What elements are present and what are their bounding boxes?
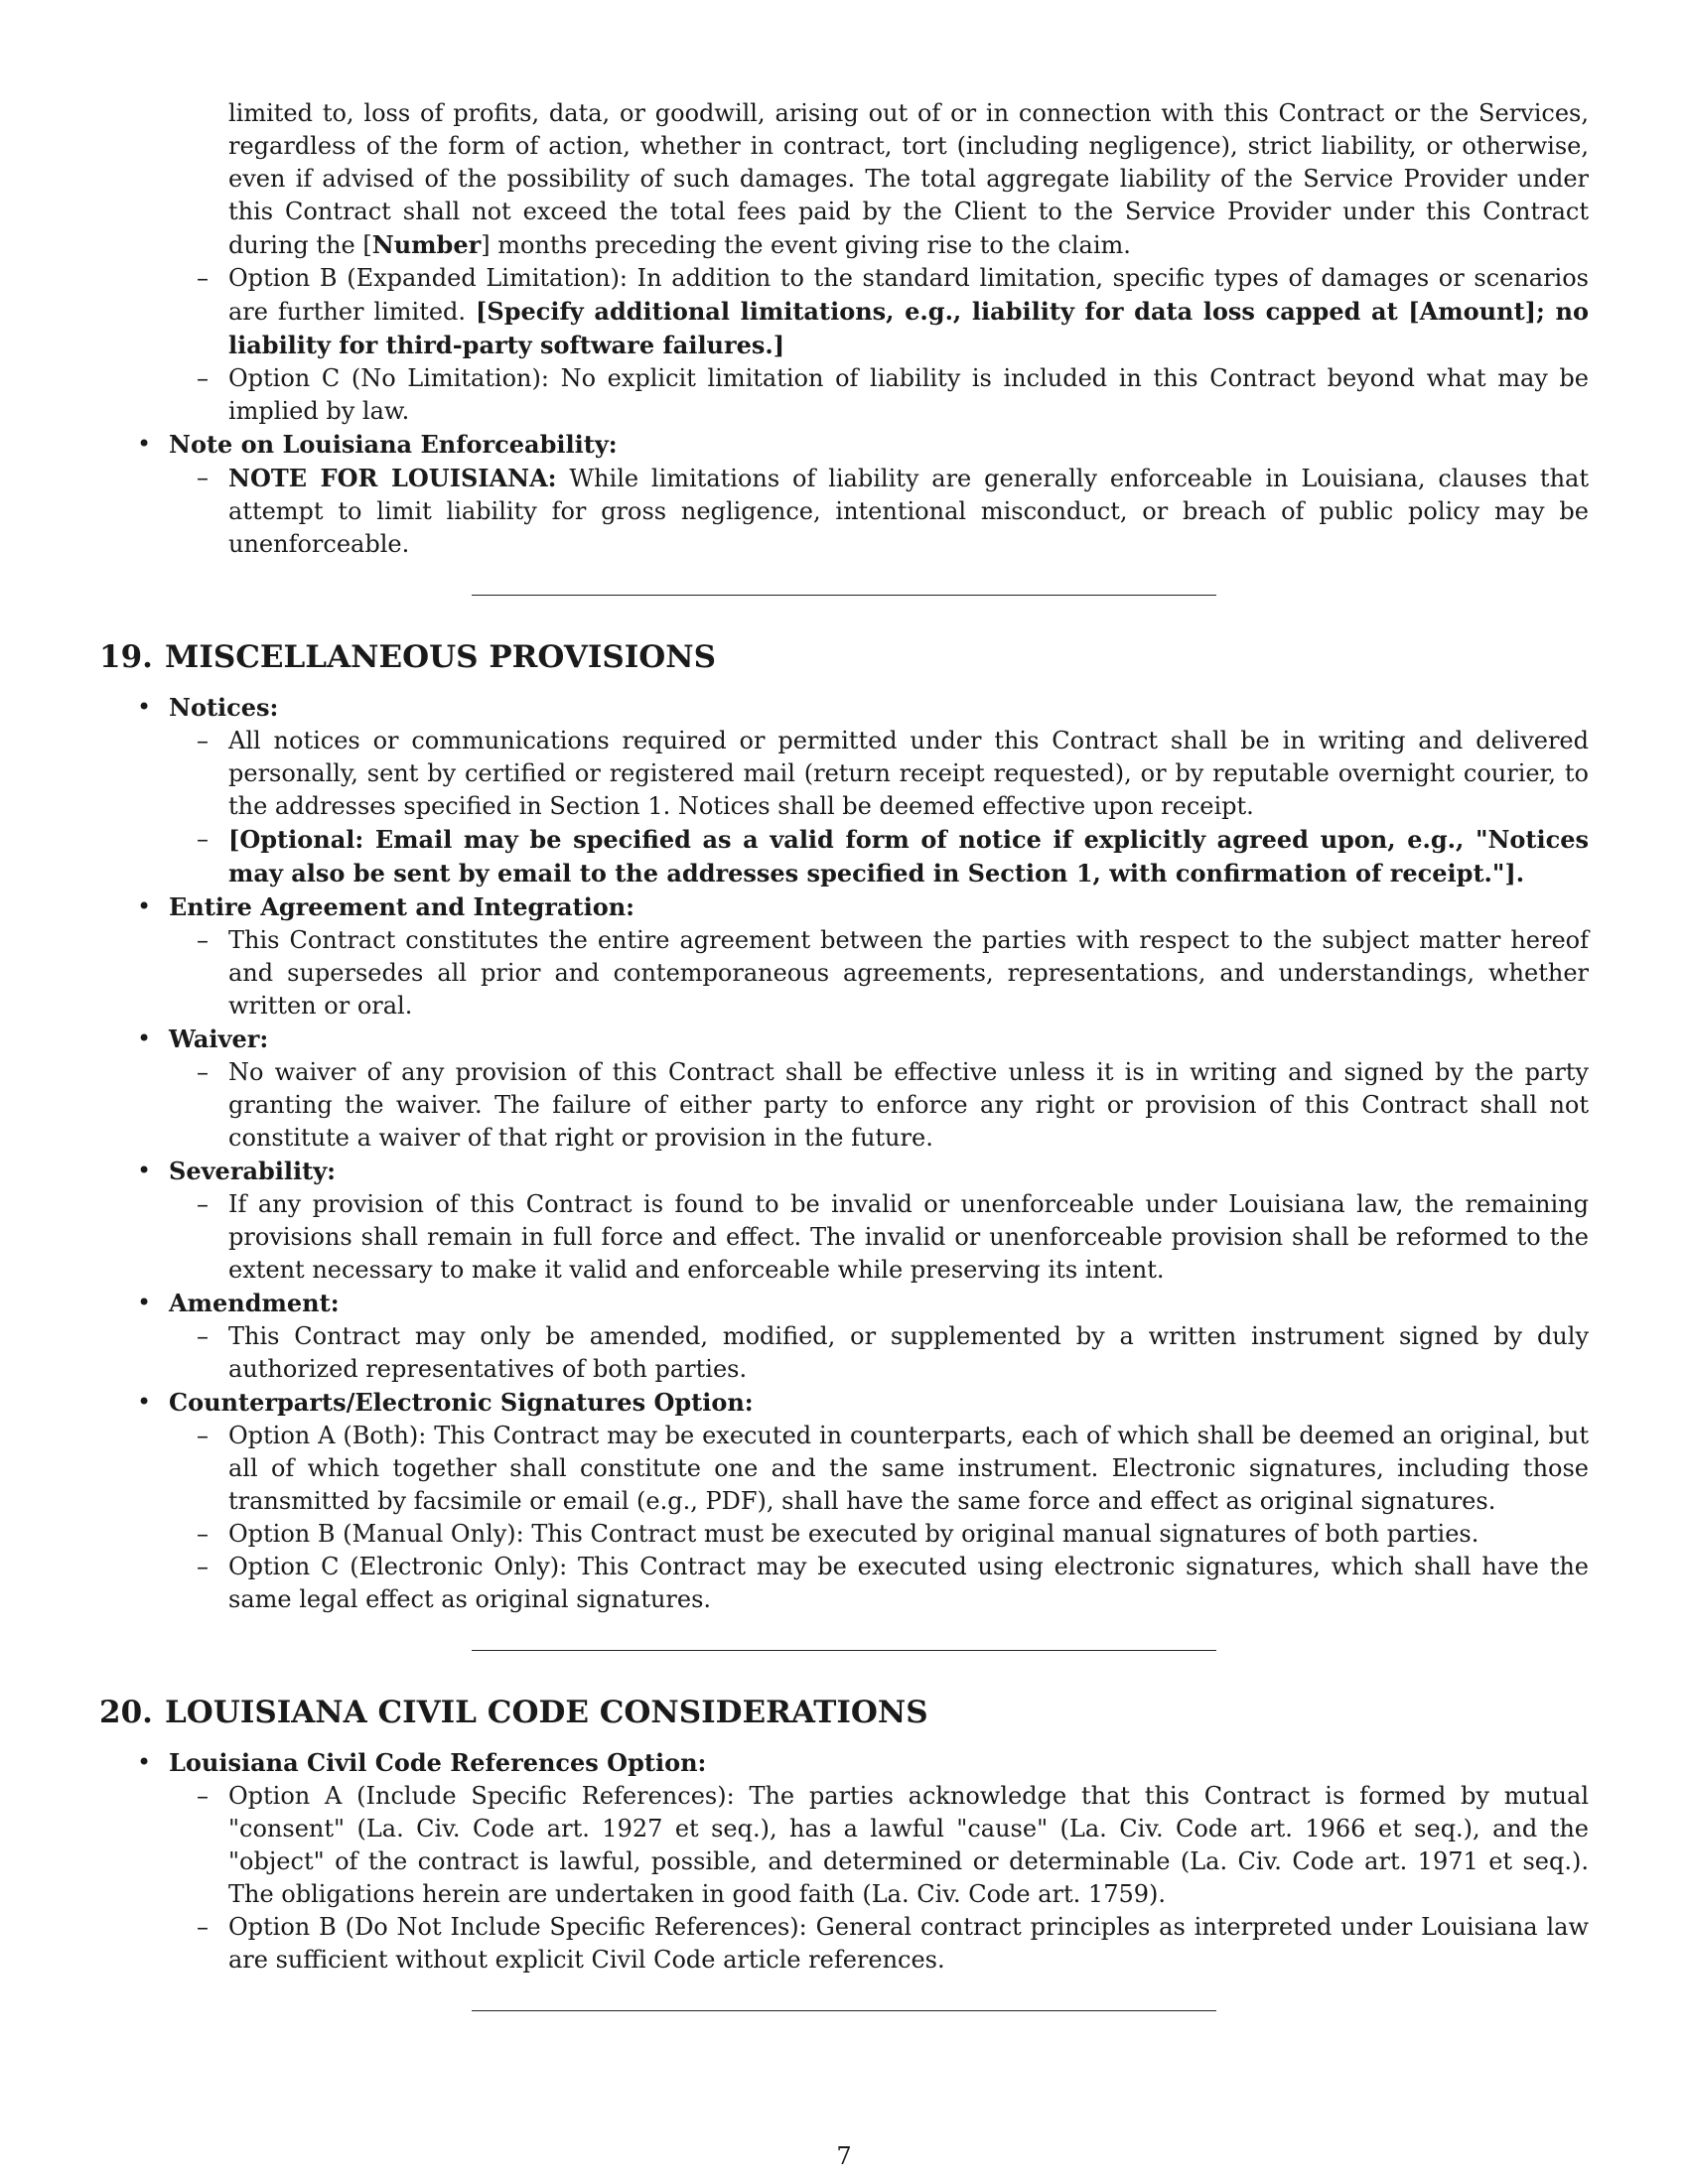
counterparts-option-b: – Option B (Manual Only): This Contract must be executed by original manual signatures of both parties. [197, 1520, 1479, 1548]
horizontal-rule [472, 595, 1216, 596]
counterparts-item: • Counterparts/Electronic Signatures Option: [137, 1388, 754, 1417]
section-19-heading: 19. MISCELLANEOUS PROVISIONS [99, 639, 717, 675]
horizontal-rule [472, 1650, 1216, 1651]
section-20-heading: 20. LOUISIANA CIVIL CODE CONSIDERATIONS [99, 1695, 928, 1730]
page-number: 7 [836, 2142, 852, 2170]
entire-agreement-text: – This Contract constitutes the entire agreement between the parties with respect to the subject matter hereof and supersedes all prior and contemporaneous agreements, representations, and understandings, whether written or oral. [197, 926, 1589, 1020]
counterparts-option-c: – Option C (Electronic Only): This Contract may be executed using electronic signatures, which shall have the same legal effect as original signatures. [197, 1553, 1589, 1613]
notices-optional: – [Optional: Email may be specified as a valid form of notice if explicitly agreed upon, e.g., "Notices may also be sent by email to the addresses specified in Section 1, with confirmation of receipt."]. [197, 825, 1589, 887]
civil-code-references-item: • Louisiana Civil Code References Option: [137, 1748, 707, 1777]
option-b-expanded-limitation: – Option B (Expanded Limitation): In addition to the standard limitation, specific types of damages or scenarios are further limited. [Specify additional limitations, e.g., liability for data loss capped at [Amount]; no liability for third-party software failures.] [197, 264, 1589, 359]
note-for-louisiana: – NOTE FOR LOUISIANA: While limitations of liability are generally enforceable in Louisiana, clauses that attempt to limit liability for gross negligence, intentional misconduct, or breach of public policy may be unenforceable. [197, 464, 1589, 558]
notices-text: – All notices or communications required or permitted under this Contract shall be in writing and delivered personally, sent by certified or registered mail (return receipt requested), or by reputable overnight courier, to the addresses specified in Section 1. Notices shall be deemed effective upon receipt. [197, 727, 1589, 820]
liability-continuation: limited to, loss of profits, data, or goodwill, arising out of or in connection with this Contract or the Services, regardless of the form of action, whether in contract, tort (including negligence), strict liability, or otherwise, even if advised of the possibility of such damages. The total aggregate liability of the Service Provider under this Contract shall not exceed the total fees paid by the Client to the Service Provider under this Contract during the [Number] months preceding the event giving rise to the claim. [228, 99, 1589, 259]
note-enforceability-item: • Note on Louisiana Enforceability: [137, 430, 618, 459]
severability-item: • Severability: [137, 1157, 337, 1185]
civil-code-option-a: – Option A (Include Specific References): The parties acknowledge that this Contract is formed by mutual "consent" (La. Civ. Code art. 1927 et seq.), has a lawful "cause" (La. Civ. Code art. 1966 et seq.), and the "object" of the contract is lawful, possible, and determined or determinable (La. Civ. Code art. 1971 et seq.). The obligations herein are undertaken in good faith (La. Civ. Code art. 1759). [197, 1782, 1589, 1908]
notices-item: • Notices: [137, 693, 279, 722]
waiver-item: • Waiver: [137, 1024, 269, 1053]
amendment-item: • Amendment: [137, 1289, 340, 1317]
horizontal-rule [472, 2010, 1216, 2011]
page-content [99, 97, 1589, 2011]
severability-text: – If any provision of this Contract is found to be invalid or unenforceable under Louisiana law, the remaining provisions shall remain in full force and effect. The invalid or unenforceable provision shall be reformed to the extent necessary to make it valid and enforceable while preserving its intent. [197, 1190, 1589, 1284]
entire-agreement-item: • Entire Agreement and Integration: [137, 892, 635, 921]
waiver-text: – No waiver of any provision of this Contract shall be effective unless it is in writing and signed by the party granting the waiver. The failure of either party to enforce any right or provision of this Contract shall not constitute a waiver of that right or provision in the future. [197, 1058, 1589, 1152]
amendment-text: – This Contract may only be amended, modified, or supplemented by a written instrument signed by duly authorized representatives of both parties. [197, 1322, 1589, 1383]
civil-code-option-b: – Option B (Do Not Include Specific References): General contract principles as interpreted under Louisiana law are sufficient without explicit Civil Code article references. [197, 1913, 1589, 1974]
option-c-no-limitation: – Option C (No Limitation): No explicit limitation of liability is included in this Contract beyond what may be implied by law. [197, 364, 1589, 425]
counterparts-option-a: – Option A (Both): This Contract may be executed in counterparts, each of which shall be deemed an original, but all of which together shall constitute one and the same instrument. Electronic signatures, including those transmitted by facsimile or email (e.g., PDF), shall have the same force and effect as original signatures. [197, 1422, 1589, 1515]
